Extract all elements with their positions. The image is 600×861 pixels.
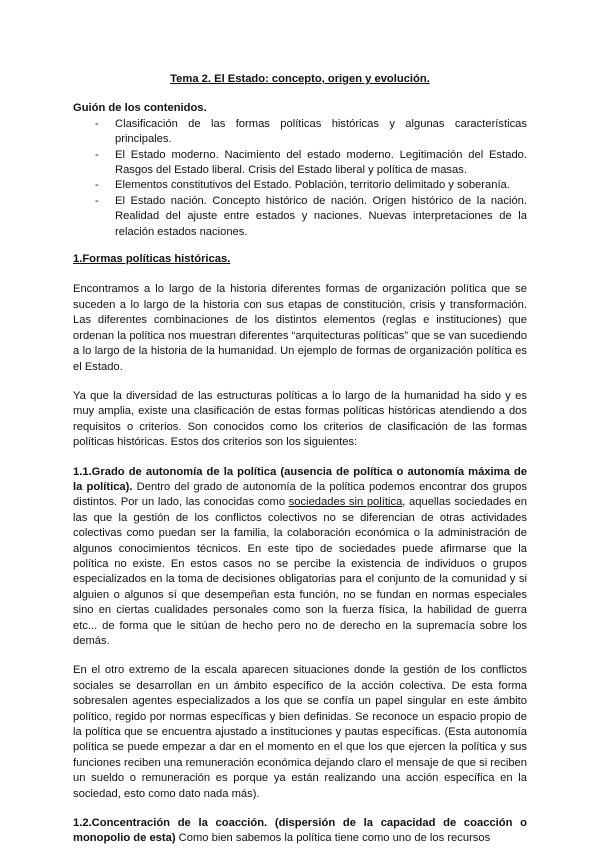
contents-item: - Elementos constitutivos del Estado. Población, territorio delimitado y soberanía. <box>95 178 527 193</box>
paragraph-text: , aquellas sociedades en las que la gestión de los conflictos colectivos no se diferencian de otras actividades colectivas como puedan ser la familia, la colaboración económica o la administración de algunos conocimientos técnicos. En este tipo de sociedades puede afirmarse que la política no existe. En estos casos no se percibe la existencia de individuos o grupos especializados en la toma de decisiones obligatorias para el conjunto de la comunidad y si alguien o algunos sí que desempeñan esta función, no se fundan en normas especiales sino en ciertas cualidades personales como son la fuerza física, la habilidad de guerra etc... de forma que le sitúan de hecho pero no de derecho en la supremacía sobre los demás. <box>73 496 527 647</box>
subsection-heading-coercion: 1.2.Concentración de la coacción. (dispersión de la capacidad de coacción o monopolio de esta) <box>73 817 527 845</box>
paragraph-text: Dentro del grado de autonomía de la política podemos encontrar dos grupos distintos. Por un lado, las conocidas como <box>73 480 527 509</box>
subsection-heading-autonomy: 1.1.Grado de autonomía de la política (ausencia de política o autonomía máxima de la política). <box>73 465 527 493</box>
contents-item: - El Estado moderno. Nacimiento del estado moderno. Legitimación del Estado. Rasgos del Estado liberal. Crisis del Estado liberal y política de masas. <box>95 148 527 179</box>
contents-item: - El Estado nación. Concepto histórico de nación. Origen histórico de la nación. Realidad del ajuste entre estados y naciones. Nuevas interpretaciones de la relación estados naciones. <box>95 194 527 240</box>
paragraph-other-extreme: En el otro extremo de la escala aparecen situaciones donde la gestión de los conflictos sociales se desarrollan en un ámbito específico de la acción colectiva. De esta forma sobresalen agentes especializados a los que se confía un papel singular en este ámbito político, regido por normas específicas y bien definidas. Se reconoce un espacio propio de la política que se encuentra ajustado a instituciones y pautas específicas. (Esta autonomía política se puede empezar a dar en el momento en el que los que ejercen la política y sus funciones reciben una remuneración económica dejando claro el mensaje de que si reciben un sueldo o remuneración es porque ya están realizando una acción específica en la sociedad, esto como dato nada más). <box>73 664 527 800</box>
contents-item: - Clasificación de las formas políticas históricas y algunas características principales. <box>95 117 527 148</box>
section-heading: 1.Formas políticas históricas. <box>73 253 231 266</box>
document-body <box>73 72 527 861</box>
contents-list <box>73 117 527 240</box>
contents-heading: Guión de los contenidos. <box>73 102 207 115</box>
underlined-term: sociedades sin política <box>288 496 403 509</box>
paragraph-intro: Encontramos a lo largo de la historia diferentes formas de organización política que se suceden a lo largo de la historia con sus etapas de constitución, crisis y transformación. Las diferentes combinaciones de los distintos elementos (reglas e instituciones) que ordenan la política nos muestran diferentes “arquitecturas políticas” que se van sucediendo a lo largo de la historia de la humanidad. Un ejemplo de formas de organización política es el Estado. <box>73 283 527 373</box>
paragraph-autonomy <box>73 465 527 650</box>
paragraph-text: Como bien sabemos la política tiene como uno de los recursos <box>175 832 491 845</box>
document-title: Tema 2. El Estado: concepto, origen y evolución. <box>170 73 430 85</box>
paragraph-coercion <box>73 816 527 847</box>
paragraph-criteria: Ya que la diversidad de las estructuras políticas a lo largo de la humanidad ha sido y es muy amplia, existe una clasificación de estas formas políticas históricas atendiendo a dos requisitos o criterios. Son conocidos como los criterios de clasificación de las formas políticas históricas. Estos dos criterios son los siguientes: <box>73 389 527 449</box>
